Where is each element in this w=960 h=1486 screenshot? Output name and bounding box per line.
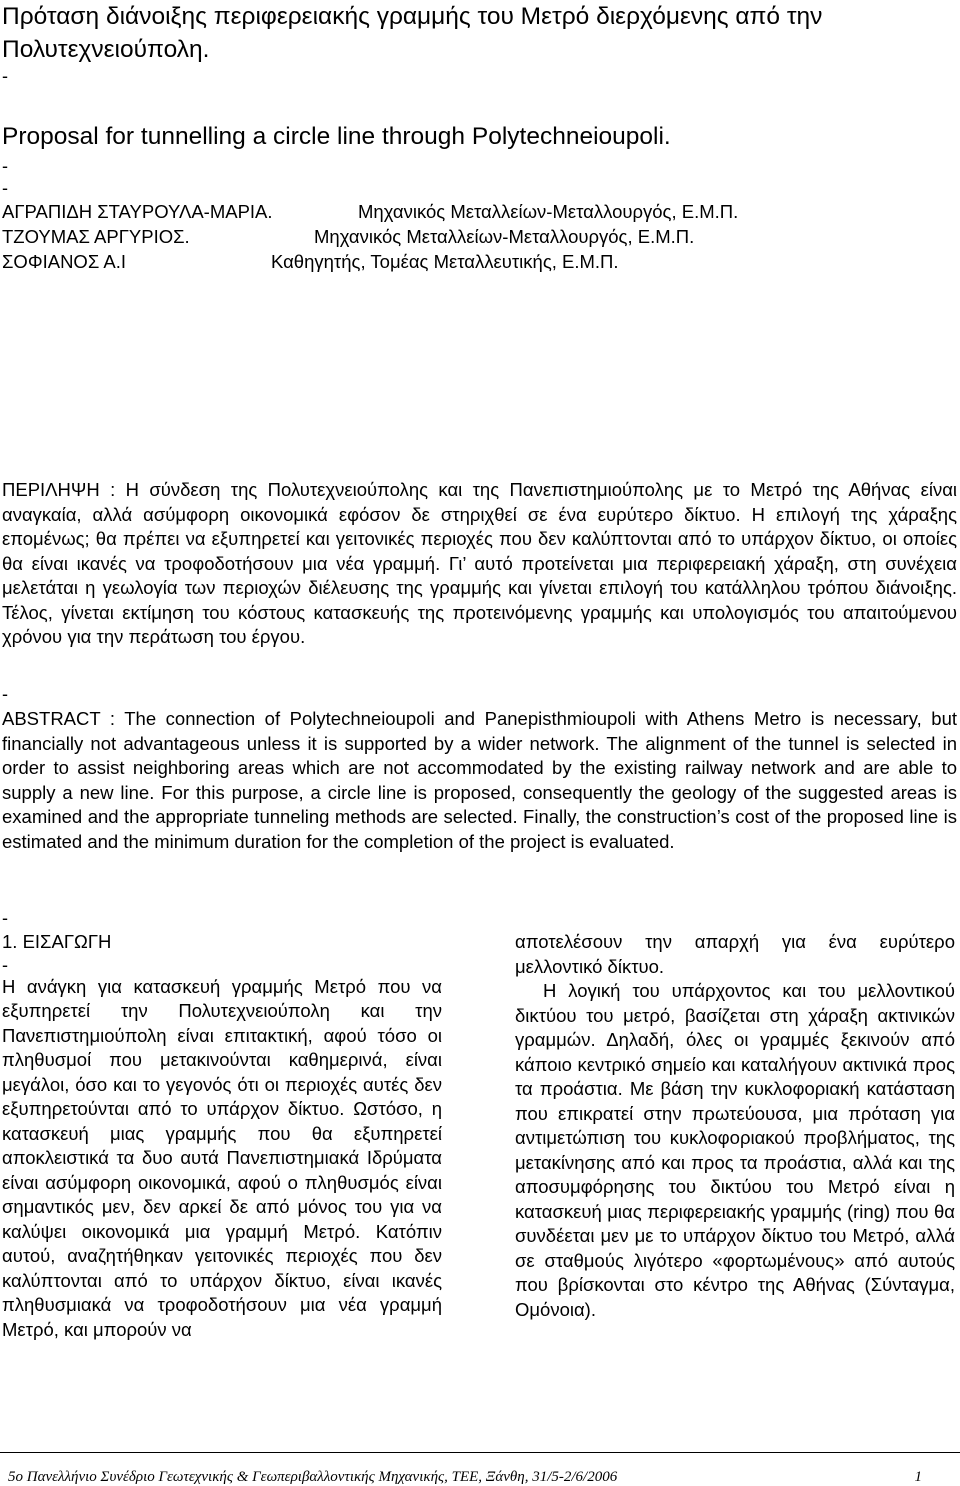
abstract-greek: ΠΕΡΙΛΗΨΗ : Η σύνδεση της Πολυτεχνειούπολης και της Πανεπιστημιούπολης με το Μετρό της Αθήνας είναι αναγκαία, αλλά ασύμφορη οικονομικά εφόσον δε στηριχθεί σε ένα ευρύτερο δίκτυο. Η επιλογή της χάραξης επομένως; θα πρέπει να εξυπηρετεί και γειτονικές περιοχές που δεν καλύπτονται από το υπάρχον δίκτυο, οι οποίες θα είναι ικανές να τροφοδοτήσουν μια νέα γραμμή. Γι’ αυτό προτείνεται μια περιφερειακή χάραξη, στη συνέχεια μελετάται η γεωλογία των περιοχών διέλευσης της γραμμής και γίνεται επιλογή του κατάλληλου τρόπου διάνοιξης. Τέλος, γίνεται εκτίμηση του κόστους κατασκευής της προτεινόμενης γραμμής και υπολογισμός του απαιτούμενου χρόνου για την περάτωση του έργου.	[2, 479, 957, 647]
footer-divider	[0, 1452, 960, 1453]
author-name: ΣΟΦΙΑΝΟΣ Α.Ι	[2, 251, 126, 272]
separator: -	[2, 684, 8, 704]
intro-paragraph: Η λογική του υπάρχοντος και του μελλοντικού δικτύου του μετρό, βασίζεται στη χάραξη ακτινικών γραμμών. Δηλαδή, όλες οι γραμμές ξεκινούν από κάποιο κεντρικό σημείο και καταλήγουν ακτινικά προς τα προάστια. Με βάση την κυκλοφοριακή κατάσταση που επικρατεί στην πρωτεύουσα, μια πρόταση για αντιμετώπιση του κυκλοφοριακού προβλήματος, της μετακίνησης από και προς τα προάστια, αλλά και της αποσυμφόρησης του δικτύου του Μετρό είναι η κατασκευή μιας περιφερειακής γραμμής (ring) που θα συνδέεται μεν με το υπάρχον δίκτυο του Μετρό, αλλά σε σταθμούς λιγότερο «φορτωμένους» από αυτούς που βρίσκονται στο κέντρο της Αθήνας (Σύνταγμα, Ομόνοια).	[515, 980, 955, 1320]
author-affiliation: Καθηγητής, Τομέας Μεταλλευτικής, Ε.Μ.Π.	[271, 251, 619, 272]
author-name: ΑΓΡΑΠΙΔΗ ΣΤΑΥΡΟΥΛΑ-ΜΑΡΙΑ.	[2, 201, 273, 222]
author-name: ΤΖΟΥΜΑΣ ΑΡΓΥΡΙΟΣ.	[2, 226, 190, 247]
footer-conference: 5ο Πανελλήνιο Συνέδριο Γεωτεχνικής & Γεωπεριβαλλοντικής Μηχανικής, ΤΕΕ, Ξάνθη, 31/5-2/6/2006	[8, 1469, 618, 1485]
intro-right-column	[515, 930, 955, 1322]
section-heading: 1. ΕΙΣΑΓΩΓΗ	[2, 931, 112, 952]
abstract-english: ABSTRACT : The connection of Polytechneioupoli and Panepisthmioupoli with Athens Metro is necessary, but financially not advantageous unless it is supported by a wider network. The alignment of the tunnel is selected in order to assist neighboring areas which are not accommodated by the existing railway network and are able to supply a new line. For this purpose, a circle line is proposed, consequently the geology of the suggested areas is examined and the appropriate tunneling methods are selected. Finally, the construction’s cost of the proposed line is estimated and the minimum duration for the completion of the project is evaluated.	[2, 708, 957, 852]
separator: -	[2, 178, 8, 198]
paper-title: Πρόταση διάνοιξης περιφερειακής γραμμής του Μετρό διερχόμενης από την Πολυτεχνειούπολη.	[2, 3, 823, 63]
page-number: 1	[914, 1469, 922, 1485]
intro-paragraph: Η ανάγκη για κατασκευή γραμμής Μετρό που να εξυπηρετεί την Πολυτεχνειούπολη και την Πανεπιστημιούπολη είναι επιτακτική, αφού τόσο οι πληθυσμοί που μετακινούνται καθημερινά, είναι μεγάλοι, όσο και το γεγονός ότι οι περιοχές αυτές δεν εξυπηρετούνται από το υπάρχον δίκτυο. Ωστόσο, η κατασκευή μιας γραμμής που θα εξυπηρετεί αποκλειστικά τα δυο αυτά Πανεπιστημιακά Ιδρύματα είναι ασύμφορη οικονομικά, αφού ο πληθυσμός είναι σημαντικός μεν, δεν αρκεί δε από μόνος του για να καλύψει οικονομικά μια γραμμή Μετρό. Κατόπιν αυτού, αναζητήθηκαν γειτονικές περιοχές που δεν καλύπτονται από το υπάρχον δίκτυο, είναι ικανές πληθυσμιακά να τροφοδοτήσουν μια νέα γραμμή Μετρό, και μπορούν να	[2, 975, 442, 1340]
paper-subtitle-english: Proposal for tunnelling a circle line through Polytechneioupoli.	[2, 123, 671, 150]
intro-paragraph-continued: αποτελέσουν την απαρχή για ένα ευρύτερο μελλοντικό δίκτυο.	[515, 931, 955, 977]
author-affiliation: Μηχανικός Μεταλλείων-Μεταλλουργός, Ε.Μ.Π.	[314, 226, 695, 247]
author-affiliation: Μηχανικός Μεταλλείων-Μεταλλουργός, Ε.Μ.Π.	[358, 201, 739, 222]
separator: -	[2, 908, 8, 928]
separator: -	[2, 954, 8, 975]
intro-left-column	[2, 930, 442, 1342]
separator: -	[2, 66, 8, 86]
separator: -	[2, 156, 8, 176]
